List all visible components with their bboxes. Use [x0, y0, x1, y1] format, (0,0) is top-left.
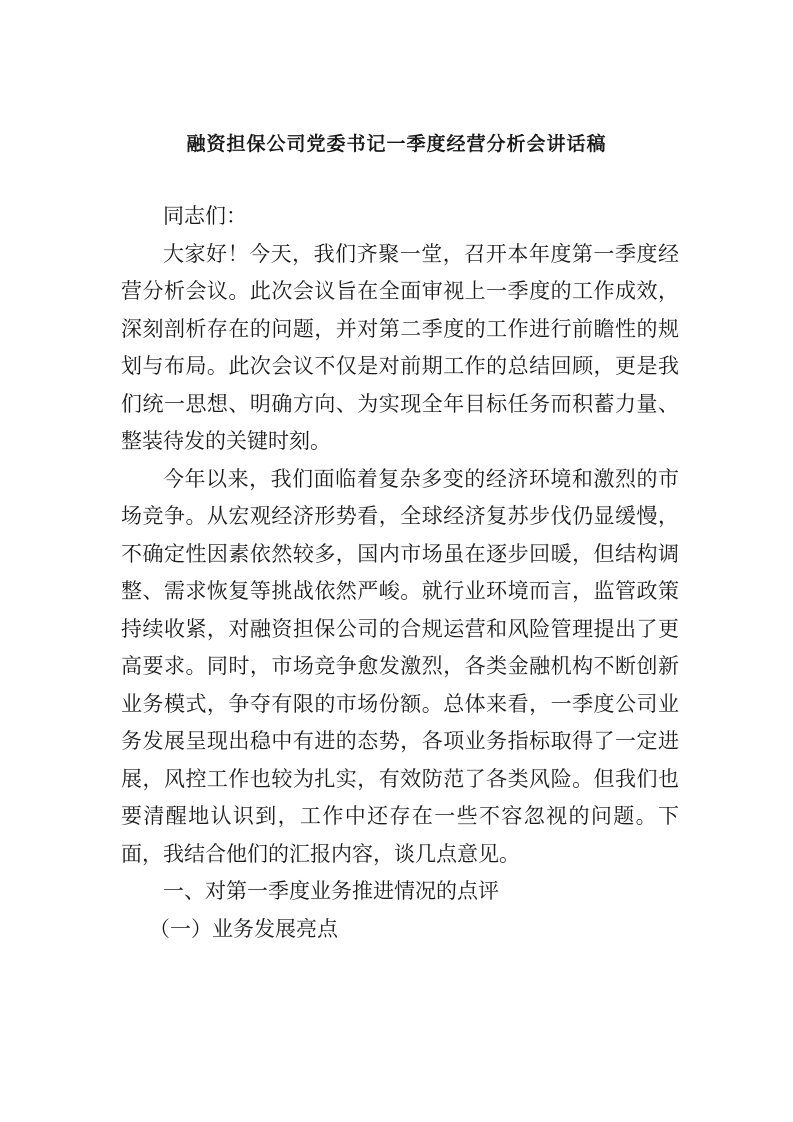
- subsection-heading: （一）业务发展亮点: [149, 916, 338, 941]
- paragraph-opening: 大家好！今天，我们齐聚一堂，召开本年度第一季度经营分析会议。此次会议旨在全面审视上一季度的工作成效，深刻剖析存在的问题，并对第二季度的工作进行前瞻性的规划与布局。此次会议不仅是对前期工作的总结回顾，更是我们统一思想、明确方向、为实现全年目标任务而积蓄力量、整装待发的关键时刻。: [121, 241, 679, 453]
- section-heading: 一、对第一季度业务推进情况的点评: [163, 879, 499, 903]
- document-body: [121, 198, 679, 948]
- salutation: 同志们：: [163, 204, 247, 228]
- paragraph-situation: 今年以来，我们面临着复杂多变的经济环境和激烈的市场竞争。从宏观经济形势看，全球经济复苏步伐仍显缓慢，不确定性因素依然较多，国内市场虽在逐步回暖，但结构调整、需求恢复等挑战依然严峻。就行业环境而言，监管政策持续收紧，对融资担保公司的合规运营和风险管理提出了更高要求。同时，市场竞争愈发激烈，各类金融机构不断创新业务模式，争夺有限的市场份额。总体来看，一季度公司业务发展呈现出稳中有进的态势，各项业务指标取得了一定进展，风控工作也较为扎实，有效防范了各类风险。但我们也要清醒地认识到，工作中还存在一些不容忽视的问题。下面，我结合他们的汇报内容，谈几点意见。: [121, 466, 679, 866]
- document-title: 融资担保公司党委书记一季度经营分析会讲话稿: [186, 133, 607, 155]
